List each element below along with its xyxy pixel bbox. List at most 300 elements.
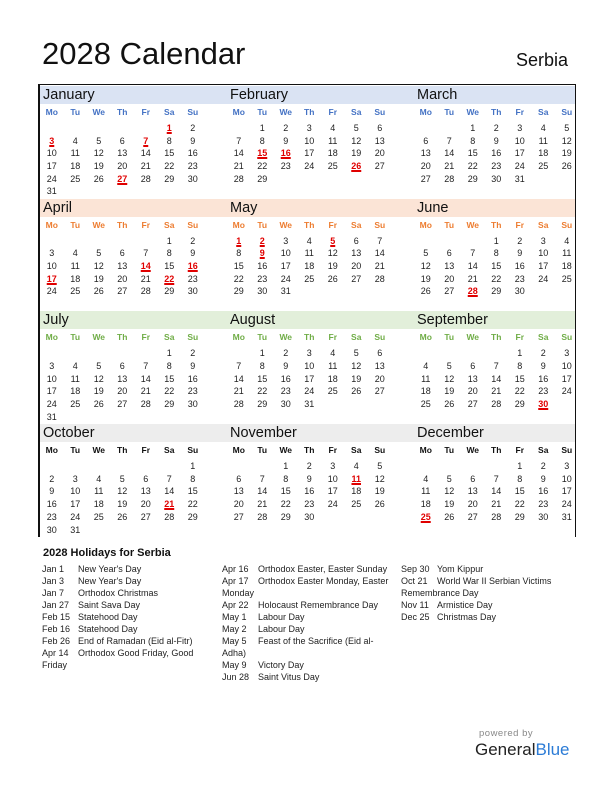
week-row — [40, 360, 206, 373]
holiday-name: New Year's Day — [78, 576, 142, 586]
day-cell: 25 — [420, 399, 431, 410]
week-row — [227, 173, 393, 186]
holiday-name: Orthodox Easter Monday, Easter Monday — [222, 576, 389, 598]
day-cell — [298, 285, 322, 298]
weekday-label: Fr — [515, 107, 524, 117]
day-cell: 19 — [561, 148, 572, 159]
day-cell: 6 — [119, 248, 125, 259]
day-cell: 21 — [491, 386, 502, 397]
day-cell — [158, 185, 182, 198]
week-row — [40, 260, 206, 273]
day-cell: 3 — [306, 348, 312, 359]
day-cell — [227, 122, 251, 135]
day-cell: 30 — [514, 286, 525, 297]
day-cell: 17 — [280, 261, 291, 272]
weekday-label: Sa — [164, 445, 175, 456]
day-cell: 12 — [351, 361, 362, 372]
holiday-name: Saint Vitus Day — [258, 672, 320, 682]
week-row — [40, 398, 206, 411]
day-cell: 16 — [187, 148, 198, 159]
month-december — [414, 423, 601, 535]
day-cell: 11 — [70, 148, 80, 159]
day-cell: 4 — [72, 361, 78, 372]
generalblue-logo — [475, 740, 570, 760]
weekday-label: Th — [304, 107, 315, 117]
day-cell: 10 — [280, 248, 291, 259]
day-cell: 27 — [117, 286, 128, 297]
day-cell — [438, 235, 462, 248]
day-cell — [64, 460, 88, 473]
day-cell — [414, 347, 438, 360]
holiday-item — [42, 563, 214, 575]
powered-by-text: powered by — [479, 728, 534, 739]
day-cell: 31 — [70, 524, 81, 535]
day-cell: 3 — [540, 235, 546, 246]
day-cell: 9 — [540, 361, 546, 372]
day-cell: 13 — [351, 248, 362, 259]
day-cell: 4 — [330, 123, 336, 133]
day-cell — [368, 511, 392, 524]
holiday-name: Yom Kippur — [437, 564, 484, 574]
day-cell: 29 — [257, 399, 268, 410]
month-days — [227, 347, 393, 410]
day-cell: 6 — [119, 361, 125, 372]
day-cell: 6 — [353, 235, 359, 246]
day-cell: 7 — [143, 248, 149, 259]
day-cell: 8 — [470, 135, 476, 146]
day-cell: 2 — [190, 123, 196, 133]
weekday-labels — [414, 445, 580, 455]
day-cell: 4 — [353, 461, 359, 472]
week-row — [40, 185, 206, 198]
week-row — [227, 385, 393, 398]
week-row — [414, 160, 580, 173]
day-cell: 22 — [514, 386, 525, 397]
holiday-item — [42, 599, 214, 611]
week-row — [414, 373, 580, 386]
weekday-label: Su — [187, 332, 199, 343]
month-name: May — [230, 199, 258, 216]
holiday-item — [42, 611, 214, 623]
day-cell — [134, 185, 158, 198]
day-cell: 22 — [164, 161, 175, 172]
day-cell: 1 — [166, 348, 172, 359]
week-row — [227, 147, 393, 160]
holiday-name: World War II Serbian Victims Remembrance Day — [401, 576, 552, 598]
holiday-name: Victory Day — [258, 660, 304, 670]
day-cell: 24 — [304, 161, 315, 172]
day-cell: 10 — [46, 148, 57, 159]
day-cell: 18 — [304, 261, 315, 272]
day-cell: 4 — [72, 135, 78, 146]
holiday-date: 27 — [117, 173, 128, 184]
month-name: July — [43, 312, 69, 329]
day-cell: 24 — [561, 386, 572, 397]
day-cell: 26 — [374, 499, 385, 510]
weekday-label: Sa — [538, 219, 549, 230]
day-cell: 9 — [190, 135, 196, 146]
holiday-date: 28 — [467, 286, 478, 297]
day-cell: 9 — [190, 248, 196, 259]
day-cell — [345, 285, 369, 298]
weekday-label: Fr — [515, 445, 524, 456]
day-cell: 9 — [306, 473, 312, 484]
day-cell: 23 — [187, 161, 198, 172]
day-cell: 20 — [140, 499, 151, 510]
weekday-label: Sa — [164, 332, 175, 343]
weekday-labels — [40, 220, 206, 230]
day-cell: 21 — [140, 273, 151, 284]
day-cell: 4 — [96, 473, 102, 484]
day-cell: 29 — [257, 173, 268, 184]
day-cell — [251, 460, 275, 473]
day-cell: 7 — [493, 473, 499, 484]
day-cell: 12 — [420, 261, 431, 272]
month-name: October — [43, 425, 95, 442]
day-cell: 7 — [446, 135, 452, 146]
day-cell — [181, 411, 205, 424]
week-row — [414, 498, 580, 511]
week-row — [227, 273, 393, 286]
week-row — [414, 460, 580, 473]
day-cell — [414, 235, 438, 248]
day-cell — [111, 235, 135, 248]
day-cell: 9 — [493, 135, 499, 146]
day-cell: 16 — [538, 486, 549, 497]
weekday-label: Fr — [141, 332, 150, 343]
day-cell: 16 — [187, 373, 198, 384]
day-cell — [321, 398, 345, 411]
holiday-item — [401, 611, 573, 623]
weekday-label: Mo — [232, 332, 245, 343]
week-row — [40, 498, 206, 511]
day-cell: 17 — [46, 161, 57, 172]
weekday-label: Su — [187, 445, 199, 456]
day-cell: 18 — [70, 386, 81, 397]
day-cell: 15 — [467, 148, 478, 159]
day-cell — [555, 285, 579, 298]
day-cell: 26 — [351, 386, 362, 397]
day-cell: 18 — [538, 148, 549, 159]
day-cell: 9 — [540, 473, 546, 484]
day-cell: 27 — [467, 511, 478, 522]
day-cell: 29 — [280, 511, 291, 522]
day-cell: 29 — [164, 173, 175, 184]
week-row — [40, 160, 206, 173]
day-cell — [87, 347, 111, 360]
day-cell: 15 — [514, 486, 525, 497]
weekday-label: Tu — [444, 107, 455, 117]
weekday-label: Sa — [351, 219, 362, 230]
week-row — [227, 511, 393, 524]
day-cell: 1 — [190, 461, 196, 472]
day-cell: 21 — [233, 386, 244, 397]
month-june — [414, 198, 601, 310]
page-title: 2028 Calendar — [42, 36, 246, 71]
day-cell — [87, 185, 111, 198]
holiday-date-label: Feb 15 — [42, 612, 71, 622]
day-cell: 12 — [374, 473, 385, 484]
day-cell: 24 — [46, 173, 57, 184]
weekday-label: Sa — [351, 107, 362, 117]
weekday-label: Th — [117, 332, 128, 343]
holiday-name: Labour Day — [258, 624, 305, 634]
day-cell: 20 — [117, 273, 128, 284]
weekday-label: Sa — [538, 332, 549, 343]
day-cell: 14 — [140, 148, 151, 159]
holiday-date: 17 — [46, 273, 57, 284]
day-cell: 17 — [304, 148, 315, 159]
holiday-date: 14 — [140, 261, 151, 272]
weekday-label: Mo — [45, 219, 58, 230]
day-cell: 21 — [140, 161, 151, 172]
week-row — [414, 347, 580, 360]
week-row — [40, 485, 206, 498]
day-cell: 14 — [444, 148, 455, 159]
weekday-label: Fr — [515, 332, 524, 343]
day-cell: 18 — [70, 161, 81, 172]
day-cell: 24 — [304, 386, 315, 397]
week-row — [227, 360, 393, 373]
day-cell: 23 — [538, 499, 549, 510]
holiday-item — [42, 635, 214, 647]
holiday-item — [222, 671, 394, 683]
day-cell: 13 — [374, 135, 385, 146]
day-cell: 11 — [421, 373, 431, 384]
month-september — [414, 310, 601, 422]
holiday-date-label: May 2 — [222, 624, 247, 634]
weekday-label: Fr — [328, 332, 337, 343]
day-cell: 7 — [166, 473, 172, 484]
week-row — [227, 247, 393, 260]
week-row — [414, 398, 580, 411]
month-days — [414, 122, 580, 185]
day-cell: 8 — [517, 473, 523, 484]
day-cell: 24 — [538, 273, 549, 284]
month-april — [40, 198, 227, 310]
day-cell: 18 — [327, 148, 338, 159]
weekday-label: Tu — [70, 332, 81, 343]
day-cell — [111, 347, 135, 360]
day-cell: 13 — [374, 361, 385, 372]
holiday-date-label: Jan 7 — [42, 588, 65, 598]
day-cell: 22 — [257, 386, 268, 397]
week-row — [40, 385, 206, 398]
day-cell: 7 — [236, 361, 242, 372]
weekday-labels — [227, 107, 393, 117]
day-cell: 30 — [187, 399, 198, 410]
holiday-name: Labour Day — [258, 612, 305, 622]
day-cell: 19 — [93, 161, 104, 172]
weekday-label: Sa — [351, 445, 362, 456]
month-name: August — [230, 312, 276, 329]
day-cell: 1 — [517, 348, 523, 359]
week-row — [227, 285, 393, 298]
day-cell: 30 — [304, 511, 315, 522]
day-cell: 6 — [446, 248, 452, 259]
day-cell — [111, 524, 135, 537]
day-cell: 18 — [327, 373, 338, 384]
day-cell: 5 — [564, 123, 570, 133]
day-cell: 25 — [93, 511, 104, 522]
day-cell: 27 — [444, 286, 455, 297]
day-cell: 29 — [164, 399, 175, 410]
month-days — [40, 460, 206, 536]
week-row — [227, 485, 393, 498]
weekday-label: We — [466, 107, 480, 117]
day-cell: 6 — [470, 361, 476, 372]
day-cell: 5 — [377, 461, 383, 472]
weekday-label: We — [279, 219, 293, 230]
day-cell: 10 — [304, 135, 315, 146]
day-cell: 30 — [491, 173, 502, 184]
day-cell: 19 — [93, 273, 104, 284]
day-cell: 20 — [420, 161, 431, 172]
week-row — [227, 160, 393, 173]
day-cell: 23 — [514, 273, 525, 284]
day-cell — [111, 411, 135, 424]
week-row — [40, 411, 206, 424]
day-cell — [40, 460, 64, 473]
day-cell: 20 — [351, 261, 362, 272]
holiday-date: 9 — [259, 248, 265, 259]
day-cell: 23 — [280, 161, 291, 172]
day-cell: 3 — [283, 235, 289, 246]
holiday-date: 11 — [351, 473, 361, 484]
day-cell: 24 — [70, 511, 81, 522]
day-cell — [64, 185, 88, 198]
day-cell — [111, 460, 135, 473]
day-cell: 13 — [140, 486, 151, 497]
day-cell — [438, 460, 462, 473]
weekday-labels — [227, 332, 393, 342]
day-cell — [321, 285, 345, 298]
week-row — [227, 398, 393, 411]
month-name: February — [230, 87, 289, 103]
holiday-date-label: Feb 16 — [42, 624, 71, 634]
day-cell: 28 — [444, 173, 455, 184]
day-cell — [134, 122, 158, 135]
day-cell: 14 — [164, 486, 175, 497]
week-row — [40, 122, 206, 135]
holiday-item — [222, 599, 394, 611]
holiday-date: 22 — [164, 273, 175, 284]
day-cell — [532, 285, 556, 298]
day-cell: 18 — [420, 386, 431, 397]
day-cell: 20 — [117, 386, 128, 397]
day-cell: 8 — [166, 248, 172, 259]
weekday-label: Th — [491, 332, 502, 343]
day-cell: 7 — [470, 248, 476, 259]
weekday-label: Su — [561, 107, 573, 117]
holiday-date: 25 — [420, 511, 431, 522]
holiday-date-label: Apr 14 — [42, 648, 69, 658]
week-row — [414, 273, 580, 286]
day-cell: 31 — [304, 399, 315, 410]
weekday-labels — [227, 220, 393, 230]
day-cell: 3 — [330, 461, 336, 472]
month-name: April — [43, 199, 73, 216]
day-cell: 18 — [561, 261, 572, 272]
day-cell: 20 — [233, 499, 244, 510]
day-cell: 15 — [233, 261, 244, 272]
day-cell: 5 — [423, 248, 429, 259]
day-cell: 4 — [423, 361, 429, 372]
weekday-label: Th — [304, 219, 315, 230]
day-cell: 8 — [493, 248, 499, 259]
month-july — [40, 310, 227, 422]
calendar-quarter — [40, 85, 575, 198]
day-cell: 26 — [561, 161, 572, 172]
day-cell: 17 — [538, 261, 549, 272]
day-cell — [461, 347, 485, 360]
day-cell: 12 — [561, 135, 572, 146]
day-cell — [532, 173, 556, 186]
weekday-label: Th — [304, 332, 315, 343]
day-cell: 10 — [538, 248, 549, 259]
day-cell: 26 — [444, 399, 455, 410]
holiday-name: Feast of the Sacrifice (Eid al-Adha) — [222, 636, 374, 658]
day-cell: 2 — [540, 348, 546, 359]
weekday-label: Mo — [232, 445, 245, 456]
month-days — [40, 235, 206, 298]
holiday-date: 7 — [143, 135, 149, 146]
weekday-label: Th — [491, 107, 502, 117]
day-cell — [438, 122, 462, 135]
day-cell: 22 — [280, 499, 291, 510]
weekday-label: We — [279, 332, 293, 343]
day-cell: 31 — [46, 411, 57, 422]
day-cell: 14 — [491, 373, 502, 384]
day-cell: 12 — [93, 373, 104, 384]
day-cell: 2 — [190, 348, 196, 359]
weekday-label: Mo — [419, 445, 432, 456]
weekday-label: We — [466, 332, 480, 343]
weekday-label: Tu — [70, 107, 81, 117]
day-cell: 15 — [514, 373, 525, 384]
day-cell — [274, 173, 298, 186]
day-cell — [181, 524, 205, 537]
day-cell: 17 — [561, 373, 572, 384]
calendar-quarter — [40, 310, 575, 423]
day-cell: 22 — [491, 273, 502, 284]
day-cell: 20 — [467, 499, 478, 510]
day-cell — [87, 235, 111, 248]
day-cell: 29 — [164, 286, 175, 297]
weekday-label: Sa — [351, 332, 362, 343]
weekday-label: We — [92, 219, 106, 230]
weekday-label: We — [92, 332, 106, 343]
day-cell: 25 — [538, 161, 549, 172]
day-cell: 26 — [93, 173, 104, 184]
day-cell: 25 — [70, 286, 81, 297]
week-row — [414, 485, 580, 498]
day-cell: 7 — [143, 361, 149, 372]
weekday-labels — [40, 445, 206, 455]
day-cell: 29 — [187, 511, 198, 522]
day-cell: 22 — [164, 386, 175, 397]
day-cell: 4 — [306, 235, 312, 246]
weekday-label: Su — [561, 445, 573, 456]
day-cell: 3 — [517, 123, 523, 133]
week-row — [40, 473, 206, 486]
day-cell: 7 — [377, 235, 383, 246]
month-days — [414, 235, 580, 298]
day-cell: 16 — [280, 373, 291, 384]
day-cell — [64, 235, 88, 248]
weekday-label: Mo — [419, 219, 432, 230]
week-row — [40, 347, 206, 360]
